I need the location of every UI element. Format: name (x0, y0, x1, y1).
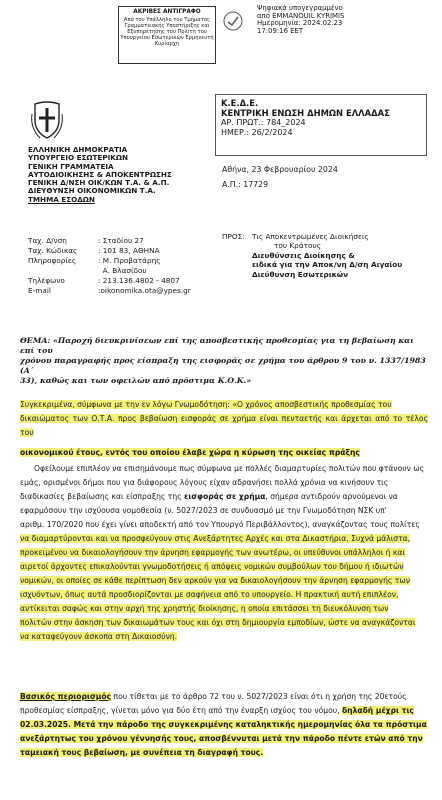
recipients-block (222, 232, 422, 279)
highlighted-text: οικονομικού έτους, εντός του οποίου έλαβε χώρα η κύρωση της οικείας πράξης (20, 448, 360, 457)
sender-line: ΔΙΕΥΘΥΝΣΗ ΟΙΚΟΝΟΜΙΚΩΝ Τ.Α. (28, 186, 156, 196)
paragraph-line: Οφείλουμε επιπλέον να επισημάνουμε πως σύμφωνα με πολλές διαμαρτυρίες πολιτών που φτάνουν ως (34, 464, 425, 473)
highlighted-text: αντίκειται σαφώς και στην αρχή της χρηστής διοίκησης, η οποία επιτάσσει τη διευκόλυνση των (20, 604, 389, 613)
paragraph-line (20, 616, 428, 630)
sender-line: ΑΥΤΟΔΙΟΙΚΗΣΗΣ & ΑΠΟΚΕΝΤΡΩΣΗΣ (28, 169, 172, 179)
sender-block (28, 146, 218, 204)
date-block (222, 162, 338, 192)
paragraph-line: αριθμ. 170/2020 που έχει γίνει αποδεκτή από τον Υπουργό Περιβάλλοντος), αναγκάζοντας τους πολίτες (20, 520, 420, 529)
paragraph-line (20, 490, 428, 504)
contact-value: Α. Βλασίδου (98, 266, 147, 275)
document-date: Αθήνα, 23 Φεβρουαρίου 2024 (222, 165, 338, 174)
stamp-body: Από τον Υπάλληλο του Τμήματος Γραμματειακής Υποστήριξης και Εξυπηρέτησης του Πολίτη του Υπουργείου Εσωτερικών Ερμηνευτή Κυρίαρχη (120, 17, 214, 47)
contact-key (28, 266, 98, 276)
contact-row (28, 266, 191, 276)
complaints-paragraph (20, 462, 428, 644)
quote-line (20, 446, 428, 460)
highlighted-text: ανεξάρτητως του χρόνου γέννησής τους, αποσβέννυται μετά την πάροδο πέντε ετών από την (20, 734, 423, 743)
highlighted-text: ταμειακή τους βεβαίωση, με συνέπεια τη διαγραφή τους. (20, 748, 264, 757)
subject-line: ΘΕΜΑ: «Παροχή διευκρινίσεων επί της αποσβεστικής προθεσμίας για τη βεβαίωση και επί του (20, 336, 414, 355)
highlighted-text: δηλαδή μέχρι τις (341, 706, 414, 715)
paragraph-line (20, 588, 428, 602)
highlighted-text: νομικών, οι οποίες σε κάθε περίπτωση δεν αρκούν για να δικαιολογήσουν την άρνηση εφαρμογής των (20, 576, 410, 585)
text-run: που τίθεται με το άρθρο 72 του ν. 5027/2023 είναι ότι η χρήση της 20ετούς (111, 692, 407, 701)
sender-line: ΕΛΛΗΝΙΚΗ ΔΗΜΟΚΡΑΤΙΑ (28, 145, 128, 154)
paragraph-line (20, 560, 428, 574)
sender-line: ΓΕΝΙΚΗ Δ/ΝΣΗ ΟΙΚ/ΚΩΝ Τ.Α. & Α.Π. (28, 178, 170, 188)
recipient-line: Τις Αποκεντρωμένες Διοικήσεις (252, 232, 369, 241)
certified-copy-stamp (118, 6, 216, 64)
stamp-title: ΑΚΡΙΒΕΣ ΑΝΤΙΓΡΑΦΟ (133, 9, 201, 15)
highlighted-text: ισχυόντων, όπως αυτά προσδιορίζονται με σαφήνεια από το υπουργείο. Η πρακτική αυτή επιπλέον, (20, 590, 399, 599)
highlighted-text: να διαμαρτύρονται και να προσφεύγουν στις Ανεξάρτητες Αρχές και στα Δικαστήρια. Συχνά μάλιστα, (20, 534, 411, 543)
signature-line: Ψηφιακά υπογεγραμμένο (257, 4, 343, 12)
protocol-number: ΑΡ. ΠΡΩΤ.: 784_2024 (221, 118, 306, 127)
protocol-org-abbr: Κ.Ε.Δ.Ε. (221, 98, 259, 108)
highlighted-text: Βασικός περιορισμός (20, 692, 112, 701)
quote-paragraph (20, 398, 428, 460)
contact-row (28, 276, 191, 286)
highlighted-text: Συγκεκριμένα, σύμφωνα με την εν λόγω Γνωμοδότηση: «Ο χρόνος αποσβεστικής προθεσμίας του (20, 400, 392, 409)
contact-value: : Σταδίου 27 (98, 236, 144, 245)
contact-key: Ταχ. Δ/νση (28, 236, 67, 245)
protocol-date: ΗΜΕΡ.: 26/2/2024 (221, 128, 293, 137)
contact-row (28, 246, 191, 256)
paragraph-line (20, 732, 428, 746)
contact-key: E-mail (28, 286, 51, 295)
digital-signature-icon (222, 10, 244, 32)
subject-line: 33), καθώς και των οφειλών από πρόστιμα Κ.Ο.Κ.» (20, 376, 252, 385)
highlighted-text: 02.03.2025. Μετά την πάροδο της συγκεκριμένης καταληκτικής ημερομηνίας όλα τα πρόστιμα (20, 720, 427, 729)
highlighted-text: πολιτών στην άσκηση των δικαιωμάτων τους και όχι στη δημιουργία εμποδίων, ώστε να αναγκάζονται (20, 618, 416, 627)
contact-value: : 101 83, ΑΘΗΝΑ (98, 246, 160, 255)
paragraph-line (20, 630, 428, 644)
sender-line: ΓΕΝΙΚΗ ΓΡΑΜΜΑΤΕΙΑ (28, 161, 114, 171)
paragraph-line (20, 546, 428, 560)
recipient-line: Διεύθυνση Εσωτερικών (252, 269, 349, 279)
recipient-line: του Κράτους (274, 241, 321, 251)
protocol-stamp (215, 94, 427, 156)
contact-key: Πληροφορίες (28, 256, 77, 265)
highlighted-text: αιρετοί άρχοντες επικαλούνται γνωμοδοτήσεις ή απόψεις νομικών συμβούλων του δήμου ή ιδιωτών (20, 562, 404, 571)
contact-row (28, 286, 191, 296)
contact-row (28, 236, 191, 246)
highlighted-text: να καταφεύγουν άσκοπα στη Δικαιοσύνη. (20, 632, 178, 641)
recipient-line: ειδικά για την Αποκ/νη Δ/ση Αιγαίου (252, 260, 403, 270)
paragraph-line: εφαρμόσουν την ισχύουσα νομοθεσία (ν. 5027/2023 σε συνδυασμό με την Γνωμοδότηση ΝΣΚ υπ' (20, 506, 387, 515)
text-run: διαδικασίες βεβαίωσης και είσπραξης της (20, 492, 185, 501)
paragraph-line (20, 532, 428, 546)
quote-line (20, 412, 428, 440)
contact-value: : Μ. Προβατάρης (98, 256, 161, 265)
contact-row (28, 256, 191, 266)
digital-signature (257, 5, 397, 35)
sender-line: ΥΠΟΥΡΓΕΙΟ ΕΣΩΤΕΡΙΚΩΝ (28, 153, 128, 163)
subject (20, 336, 430, 386)
restriction-paragraph (20, 690, 428, 760)
text-run: προθεσμίας είσπραξης, γίνεται μόνο για δύο έτη από την έναρξη ισχύος του νόμου, (20, 706, 342, 715)
recipient-line: Διευθύνσεις Διοίκησης & (252, 250, 355, 260)
contact-value: : 213.136.4802 - 4807 (98, 276, 180, 285)
quote-line (20, 398, 428, 412)
sender-line: ΤΜΗΜΑ ΕΣΟΔΩΝ (28, 194, 95, 204)
signature-line: Ημερομηνία: 2024.02.23 (257, 19, 343, 28)
paragraph-line (20, 746, 428, 760)
hellenic-emblem-icon (30, 100, 64, 140)
highlighted-text: δικαιώματος των Ο.Τ.Α. προς βεβαίωση εισφοράς σε χρήμα είναι πενταετής και άρχεται από το τέλος του (20, 414, 428, 437)
document-protocol: Α.Π.: 17729 (222, 180, 269, 189)
subject-line: χρόνου παραγραφής προς είσπραξη της εισφοράς σε χρήμα του άρθρου 9 του ν. 1337/1983 (Α΄ (20, 356, 426, 375)
paragraph-line (20, 704, 428, 718)
contact-details (28, 236, 191, 296)
paragraph-line (20, 602, 428, 616)
contact-email: :oikonomika.ota@ypes.gr (98, 286, 191, 295)
contact-key: Ταχ. Κώδικας (28, 246, 78, 255)
recipients-label: ΠΡΟΣ: (222, 232, 245, 241)
paragraph-line: εμάς, ορισμένοι δήμοι που για διάφορους λόγους είχαν αδρανήσει πολλά χρόνια να κινήσουν τις (20, 478, 389, 487)
paragraph-line (20, 574, 428, 588)
text-run: εισφοράς σε χρήμα (184, 492, 266, 501)
paragraph-line (20, 718, 428, 732)
signature-line: 17:09:16 EET (257, 26, 304, 35)
contact-key: Τηλέφωνο (28, 276, 65, 285)
highlighted-text: προκειμένου να δικαιολογήσουν την άρνηση εφαρμογής των ανωτέρω, οι υπεύθυνοι υπάλληλοι ή και (20, 548, 405, 557)
signature-line: από EMMANOUIL KYRIMIS (257, 11, 345, 20)
text-run: , σήμερα αντιδρούν αρνούμενοι να (265, 492, 398, 501)
protocol-org-name: ΚΕΝΤΡΙΚΗ ΕΝΩΣΗ ΔΗΜΩΝ ΕΛΛΑΔΑΣ (221, 108, 390, 118)
paragraph-line (20, 690, 428, 704)
